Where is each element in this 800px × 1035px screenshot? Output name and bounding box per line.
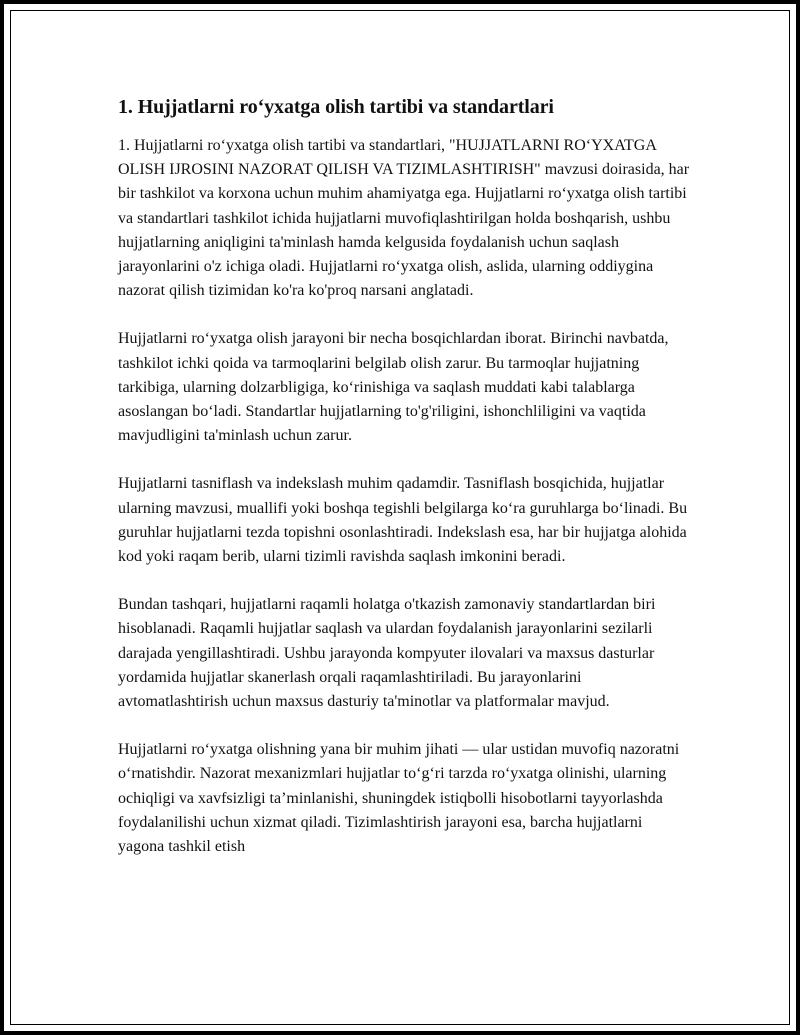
- paragraph-1: 1. Hujjatlarni ro‘yxatga olish tartibi va standartlari, "HUJJATLARNI RO‘YXATGA OLISH IJROSINI NAZORAT QILISH VA TIZIMLASHTIRISH" mavzusi doirasida, har bir tashkilot va korxona uchun muhim ahamiyatga ega. Hujjatlarni ro‘yxatga olish tartibi va standartlari tashkilot ichida hujjatlarni muvofiqlashtirilgan holda boshqarish, ushbu hujjatlarning aniqligini ta'minlash hamda kelgusida foydalanish uchun saqlash jarayonlarini o'z ichiga oladi. Hujjatlarni ro‘yxatga olish, aslida, ularning oddiygina nazorat qilish tizimidan ko'ra ko'proq narsani anglatadi.: [118, 137, 690, 300]
- document-body: [118, 94, 690, 883]
- paragraph-2: Hujjatlarni ro‘yxatga olish jarayoni bir necha bosqichlardan iborat. Birinchi navbatda, tashkilot ichki qoida va tarmoqlarini belgilab olish zarur. Bu tarmoqlar hujjatning tarkibiga, ularning dolzarbligiga, ko‘rinishiga va saqlash muddati kabi talablarga asoslangan bo‘ladi. Standartlar hujjatlarning to'g'riligini, ishonchliligini va vaqtida mavjudligini ta'minlash uchun zarur.: [118, 330, 669, 445]
- document-title: 1. Hujjatlarni ro‘yxatga olish tartibi va standartlari: [118, 96, 554, 118]
- paragraph-4: Bundan tashqari, hujjatlarni raqamli holatga o'tkazish zamonaviy standartlardan biri hisoblanadi. Raqamli hujjatlar saqlash va ulardan foydalanish jarayonlarini sezilarli darajada yengillashtiradi. Ushbu jarayonda kompyuter ilovalari va maxsus dasturlar yordamida hujjatlar skanerlash orqali raqamlashtiriladi. Bu jarayonlarini avtomatlashtirish uchun maxsus dasturiy ta'minotlar va platformalar mavjud.: [118, 596, 656, 711]
- paragraph-3: Hujjatlarni tasniflash va indekslash muhim qadamdir. Tasniflash bosqichida, hujjatlar ularning mavzusi, muallifi yoki boshqa tegishli belgilarga ko‘ra guruhlarga bo‘linadi. Bu guruhlar hujjatlarni tezda topishni osonlashtiradi. Indekslash esa, har bir hujjatga alohida kod yoki raqam berib, ularni tizimli ravishda saqlash imkonini beradi.: [118, 475, 688, 566]
- paragraph-5: Hujjatlarni ro‘yxatga olishning yana bir muhim jihati — ular ustidan muvofiq nazoratni o‘rnatishdir. Nazorat mexanizmlari hujjatlar to‘g‘ri tarzda ro‘yxatga olinishi, ularning ochiqligi va xavfsizligi ta’minlanishi, shuningdek istiqbolli hisobotlarni tayyorlashda foydalanilishi uchun xizmat qiladi. Tizimlashtirish jarayoni esa, barcha hujjatlarni yagona tashkil etish: [118, 741, 680, 856]
